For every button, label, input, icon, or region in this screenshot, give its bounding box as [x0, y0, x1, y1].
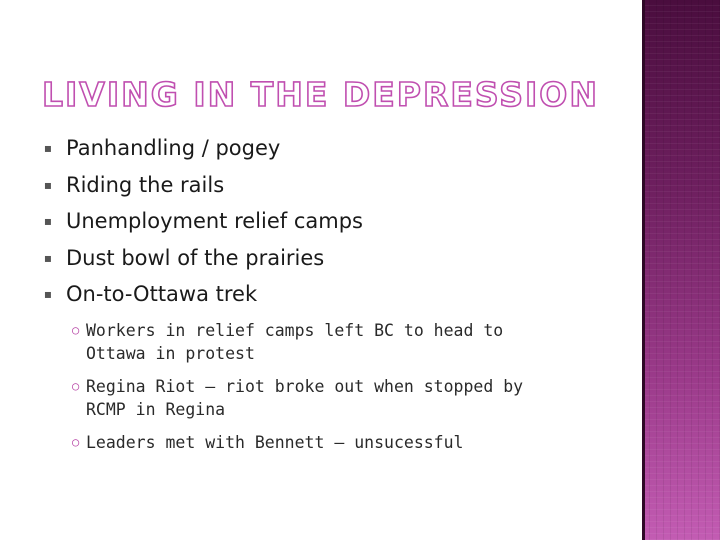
decorative-side-panel [642, 0, 720, 540]
bullet-item [42, 170, 363, 207]
sub-bullet-text: Regina Riot – riot broke out when stopped by RCMP in Regina [86, 377, 524, 419]
sub-bullet-item [72, 375, 562, 421]
sub-bullet-text: Leaders met with Bennett – unsucessful [86, 433, 464, 452]
bullet-text: Unemployment relief camps [66, 209, 363, 233]
bullet-text: Panhandling / pogey [66, 136, 281, 160]
bullet-icon: ▪ [43, 287, 53, 301]
bullet-text: On-to-Ottawa trek [66, 282, 258, 306]
bullet-icon: ▪ [43, 141, 53, 155]
bullet-item [42, 206, 363, 243]
sub-bullet-text: Workers in relief camps left BC to head to Ottawa in protest [86, 321, 504, 363]
bullet-item [42, 279, 363, 316]
bullet-item [42, 243, 363, 280]
sub-bullet-item [72, 431, 562, 454]
side-panel-edge [642, 0, 645, 540]
sub-bullet-list [72, 319, 562, 464]
slide-title: LIVING IN THE DEPRESSION [42, 75, 599, 114]
circle-bullet-icon: ○ [72, 379, 80, 393]
circle-bullet-icon: ○ [72, 435, 80, 449]
bullet-text: Riding the rails [66, 172, 225, 197]
bullet-text: Dust bowl of the prairies [66, 245, 325, 270]
circle-bullet-icon: ○ [72, 323, 80, 337]
bullet-icon: ▪ [43, 214, 53, 228]
sub-bullet-item [72, 319, 562, 365]
bullet-icon: ▪ [43, 250, 53, 265]
bullet-item [42, 133, 363, 170]
bullet-list [42, 133, 363, 316]
bullet-icon: ▪ [43, 177, 53, 192]
